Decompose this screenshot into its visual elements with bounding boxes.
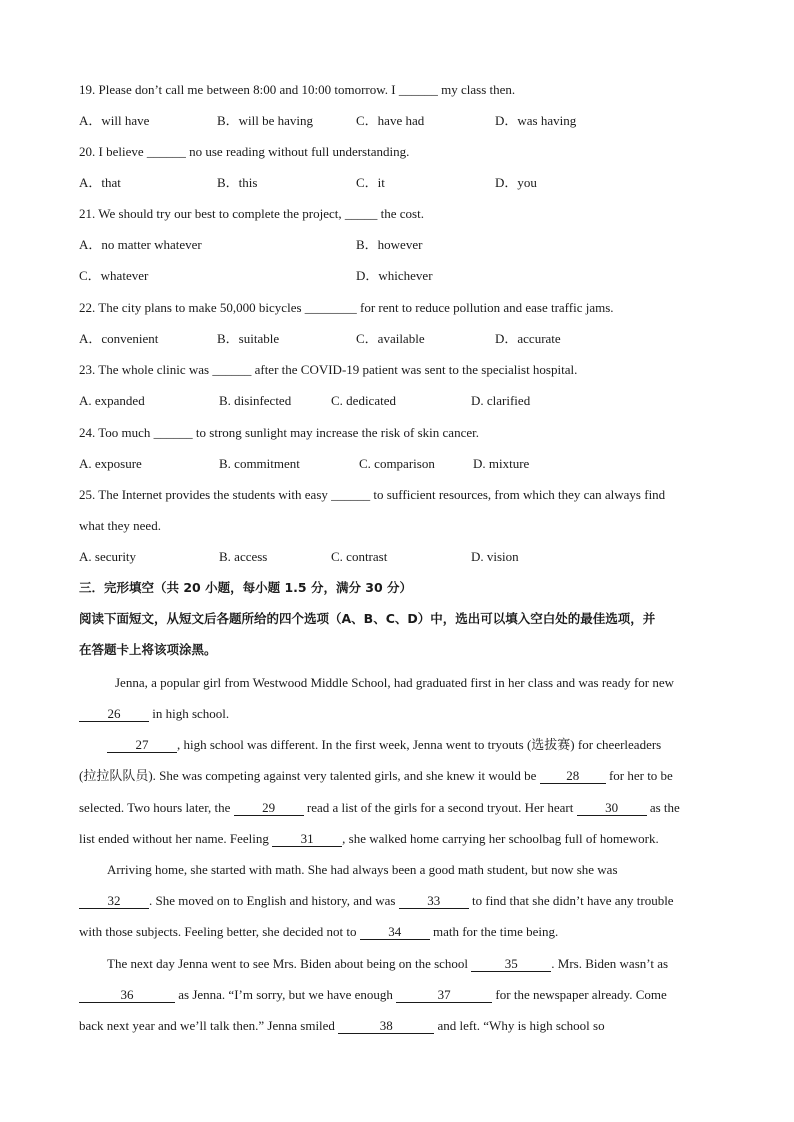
q24-option-d: D. mixture <box>473 456 530 471</box>
q21-option-a: A．no matter whatever <box>79 237 202 252</box>
q20-option-c: C．it <box>356 175 385 190</box>
passage-para1-line1: Jenna, a popular girl from Westwood Middle School, had graduated first in her class and was ready for new <box>115 675 675 690</box>
question-23-options <box>79 393 739 409</box>
q24-option-b: B. commitment <box>219 456 300 471</box>
blank-29: 29 <box>234 801 304 816</box>
q19-option-d: D．was having <box>495 113 577 128</box>
q23-option-d: D. clarified <box>471 393 531 408</box>
section-3-instruction-line2: 在答题卡上将该项涂黑。 <box>79 642 217 657</box>
question-20-options <box>79 175 739 191</box>
passage-text: to find that she didn’t have any trouble <box>468 893 674 908</box>
passage-text: . Mrs. Biden wasn’t as <box>551 956 669 971</box>
q25-option-c: C. contrast <box>331 549 388 564</box>
blank-38: 38 <box>338 1019 434 1034</box>
q23-option-c: C. dedicated <box>331 393 396 408</box>
blank-30: 30 <box>577 801 647 816</box>
blank-33: 33 <box>399 894 469 909</box>
passage-para2-line4 <box>79 831 659 847</box>
passage-text: read a list of the girls for a second tryout. Her heart <box>303 800 577 815</box>
passage-text: selected. Two hours later, the <box>79 800 234 815</box>
passage-para2-line2 <box>79 768 673 784</box>
question-22-stem: 22. The city plans to make 50,000 bicycles ________ for rent to reduce pollution and ease traffic jams. <box>79 300 614 315</box>
passage-text: with those subjects. Feeling better, she decided not to <box>79 924 360 939</box>
passage-para2-line3 <box>79 800 680 816</box>
passage-text: math for the time being. <box>429 924 559 939</box>
q19-option-c: C．have had <box>356 113 425 128</box>
passage-para1-line2 <box>79 706 229 722</box>
passage-text: (拉拉队队员). She was competing against very talented girls, and she knew it would be <box>79 768 540 783</box>
passage-para4-line2 <box>79 987 667 1003</box>
question-19-options <box>79 113 739 129</box>
passage-text: back next year and we’ll talk then.” Jenna smiled <box>79 1018 339 1033</box>
q25-option-b: B. access <box>219 549 268 564</box>
question-19-stem: 19. Please don’t call me between 8:00 and 10:00 tomorrow. I ______ my class then. <box>79 82 516 97</box>
q20-option-d: D．you <box>495 175 537 190</box>
question-21-options-row2 <box>79 268 739 284</box>
question-24-stem: 24. Too much ______ to strong sunlight may increase the risk of skin cancer. <box>79 425 479 440</box>
question-25-options <box>79 549 739 565</box>
passage-text: for her to be <box>605 768 673 783</box>
q22-option-d: D．accurate <box>495 331 561 346</box>
passage-para4-line3 <box>79 1018 605 1034</box>
q23-option-a: A. expanded <box>79 393 145 408</box>
passage-para3-line1: Arriving home, she started with math. She had always been a good math student, but now she was <box>107 862 618 877</box>
question-21-options-row1 <box>79 237 739 253</box>
passage-text: , high school was different. In the first week, Jenna went to tryouts (选拔赛) for cheerleaders <box>177 737 662 752</box>
question-25-stem-line1: 25. The Internet provides the students with easy ______ to sufficient resources, from which they can always find <box>79 487 666 502</box>
blank-35: 35 <box>471 957 551 972</box>
passage-para3-line2 <box>79 893 674 909</box>
q20-option-b: B．this <box>217 175 258 190</box>
blank-27: 27 <box>107 738 177 753</box>
passage-para2-line1 <box>107 737 661 753</box>
question-23-stem: 23. The whole clinic was ______ after the COVID-19 patient was sent to the specialist hospital. <box>79 362 578 377</box>
passage-text: . She moved on to English and history, and was <box>149 893 399 908</box>
passage-text: in high school. <box>149 706 230 721</box>
passage-text: for the newspaper already. Come <box>492 987 667 1002</box>
blank-31: 31 <box>272 832 342 847</box>
passage-text: The next day Jenna went to see Mrs. Biden about being on the school <box>107 956 472 971</box>
passage-para4-line1 <box>107 956 668 972</box>
q23-option-b: B. disinfected <box>219 393 292 408</box>
q22-option-a: A．convenient <box>79 331 159 346</box>
blank-34: 34 <box>360 925 430 940</box>
q21-option-d: D．whichever <box>356 268 433 283</box>
q25-option-a: A. security <box>79 549 137 564</box>
q19-option-a: A．will have <box>79 113 150 128</box>
q21-option-c: C．whatever <box>79 268 149 283</box>
q22-option-b: B．suitable <box>217 331 280 346</box>
passage-text: as Jenna. “I’m sorry, but we have enough <box>175 987 397 1002</box>
blank-28: 28 <box>540 769 606 784</box>
question-22-options <box>79 331 739 347</box>
passage-text: list ended without her name. Feeling <box>79 831 273 846</box>
passage-text: and left. “Why is high school so <box>434 1018 605 1033</box>
question-20-stem: 20. I believe ______ no use reading without full understanding. <box>79 144 410 159</box>
blank-36: 36 <box>79 988 175 1003</box>
passage-text: as the <box>646 800 680 815</box>
blank-26: 26 <box>79 707 149 722</box>
q24-option-c: C. comparison <box>359 456 435 471</box>
question-25-stem-line2: what they need. <box>79 518 161 533</box>
q25-option-d: D. vision <box>471 549 519 564</box>
passage-para3-line3 <box>79 924 558 940</box>
blank-32: 32 <box>79 894 149 909</box>
passage-text: , she walked home carrying her schoolbag full of homework. <box>342 831 659 846</box>
question-24-options <box>79 456 739 472</box>
question-21-stem: 21. We should try our best to complete the project, _____ the cost. <box>79 206 424 221</box>
q19-option-b: B．will be having <box>217 113 314 128</box>
q21-option-b: B．however <box>356 237 423 252</box>
section-3-instruction-line1: 阅读下面短文，从短文后各题所给的四个选项（A、B、C、D）中，选出可以填入空白处的最佳选项，并 <box>79 611 656 626</box>
section-3-title: 三．完形填空（共 20 小题，每小题 1.5 分，满分 30 分） <box>79 580 413 595</box>
q22-option-c: C．available <box>356 331 425 346</box>
q24-option-a: A. exposure <box>79 456 142 471</box>
blank-37: 37 <box>396 988 492 1003</box>
q20-option-a: A．that <box>79 175 121 190</box>
